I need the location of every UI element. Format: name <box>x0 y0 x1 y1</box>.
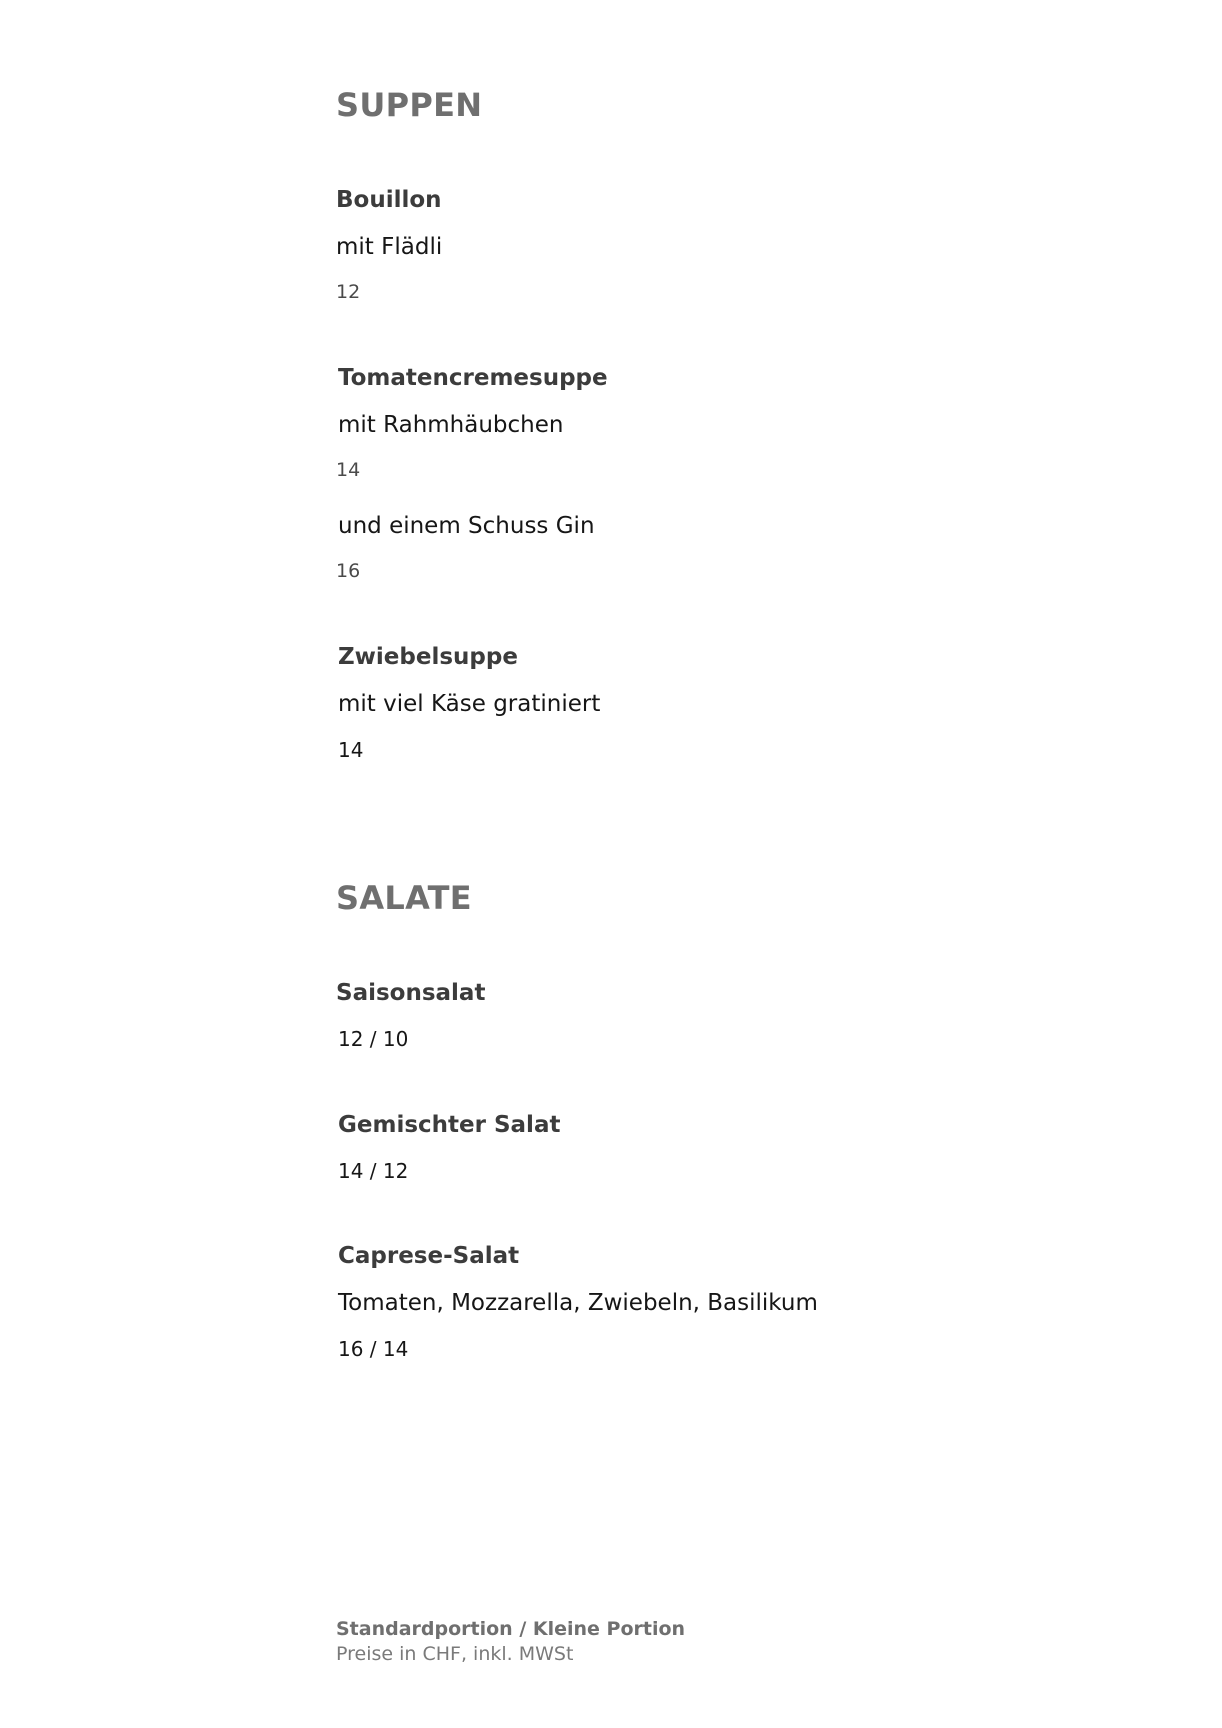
section-title-suppen: SUPPEN <box>336 86 483 124</box>
dish-name-gemischter-salat: Gemischter Salat <box>338 1112 561 1138</box>
dish-description-tomatencremesuppe: mit Rahmhäubchen <box>338 412 564 438</box>
dish-description-zwiebelsuppe: mit viel Käse gratiniert <box>338 691 601 717</box>
dish-price-bouillon: 12 <box>336 281 361 303</box>
footer-price-note: Preise in CHF, inkl. MWSt <box>336 1643 574 1665</box>
dish-name-saisonsalat: Saisonsalat <box>336 980 486 1006</box>
dish-variant-price-tomatencremesuppe: 16 <box>336 560 361 582</box>
dish-variant-description-tomatencremesuppe: und einem Schuss Gin <box>338 513 595 539</box>
dish-description-caprese-salat: Tomaten, Mozzarella, Zwiebeln, Basilikum <box>338 1290 818 1316</box>
footer-portion-note: Standardportion / Kleine Portion <box>336 1618 686 1640</box>
dish-price-gemischter-salat: 14 / 12 <box>338 1159 409 1183</box>
dish-name-zwiebelsuppe: Zwiebelsuppe <box>338 644 518 670</box>
dish-price-zwiebelsuppe: 14 <box>338 738 364 762</box>
dish-name-bouillon: Bouillon <box>336 187 442 213</box>
dish-name-caprese-salat: Caprese-Salat <box>338 1243 520 1269</box>
section-title-salate: SALATE <box>336 879 472 917</box>
dish-price-tomatencremesuppe: 14 <box>336 459 361 481</box>
dish-price-caprese-salat: 16 / 14 <box>338 1337 409 1361</box>
dish-price-saisonsalat: 12 / 10 <box>338 1027 409 1051</box>
dish-description-bouillon: mit Flädli <box>336 234 443 260</box>
dish-name-tomatencremesuppe: Tomatencremesuppe <box>338 365 608 391</box>
